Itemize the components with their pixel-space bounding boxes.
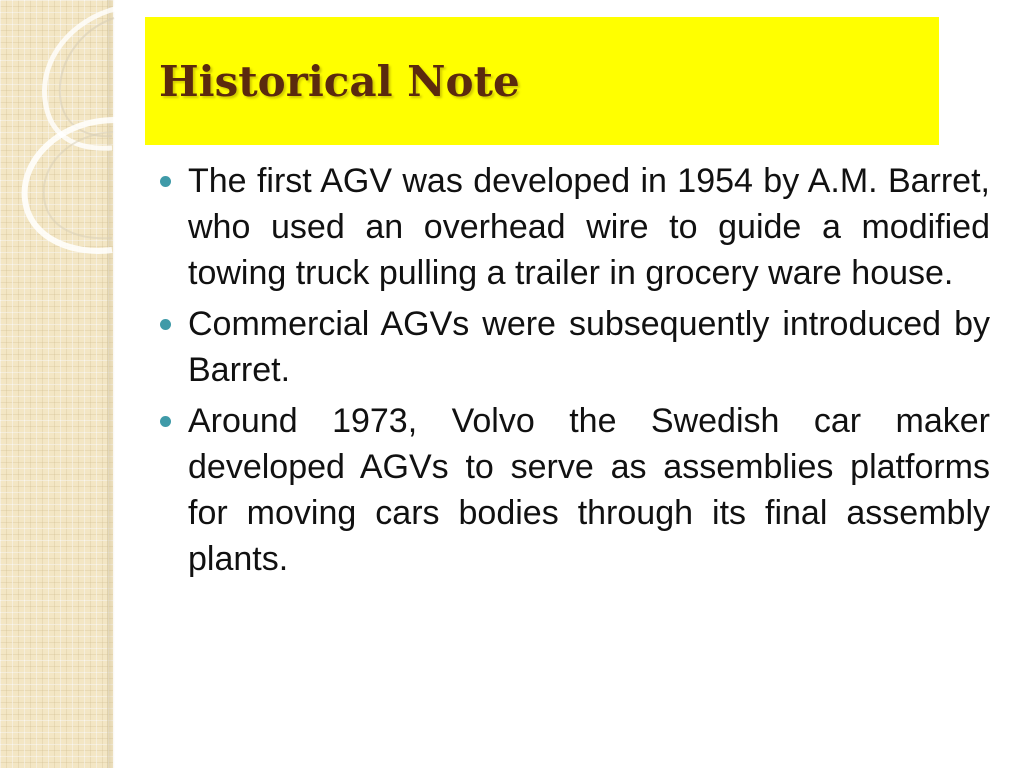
bullet-dot-icon	[160, 319, 171, 330]
bullet-text: Around 1973, Volvo the Swedish car maker developed AGVs to serve as assemblies platforms for moving cars bodies through its final assembly plants.	[188, 402, 990, 578]
bullet-item	[158, 158, 990, 296]
bullet-text: Commercial AGVs were subsequently introduced by Barret.	[188, 305, 990, 389]
bullet-item	[158, 398, 990, 582]
side-band-edge	[107, 0, 115, 768]
bullet-dot-icon	[160, 416, 171, 427]
decorative-side-band	[0, 0, 113, 768]
bullet-list	[158, 158, 990, 587]
bullet-item	[158, 301, 990, 393]
slide-title: Historical Note	[159, 57, 520, 106]
bullet-dot-icon	[160, 176, 171, 187]
bullet-text: The first AGV was developed in 1954 by A.M. Barret, who used an overhead wire to guide a modified towing truck pulling a trailer in grocery ware house.	[188, 162, 990, 292]
title-banner	[145, 17, 939, 145]
